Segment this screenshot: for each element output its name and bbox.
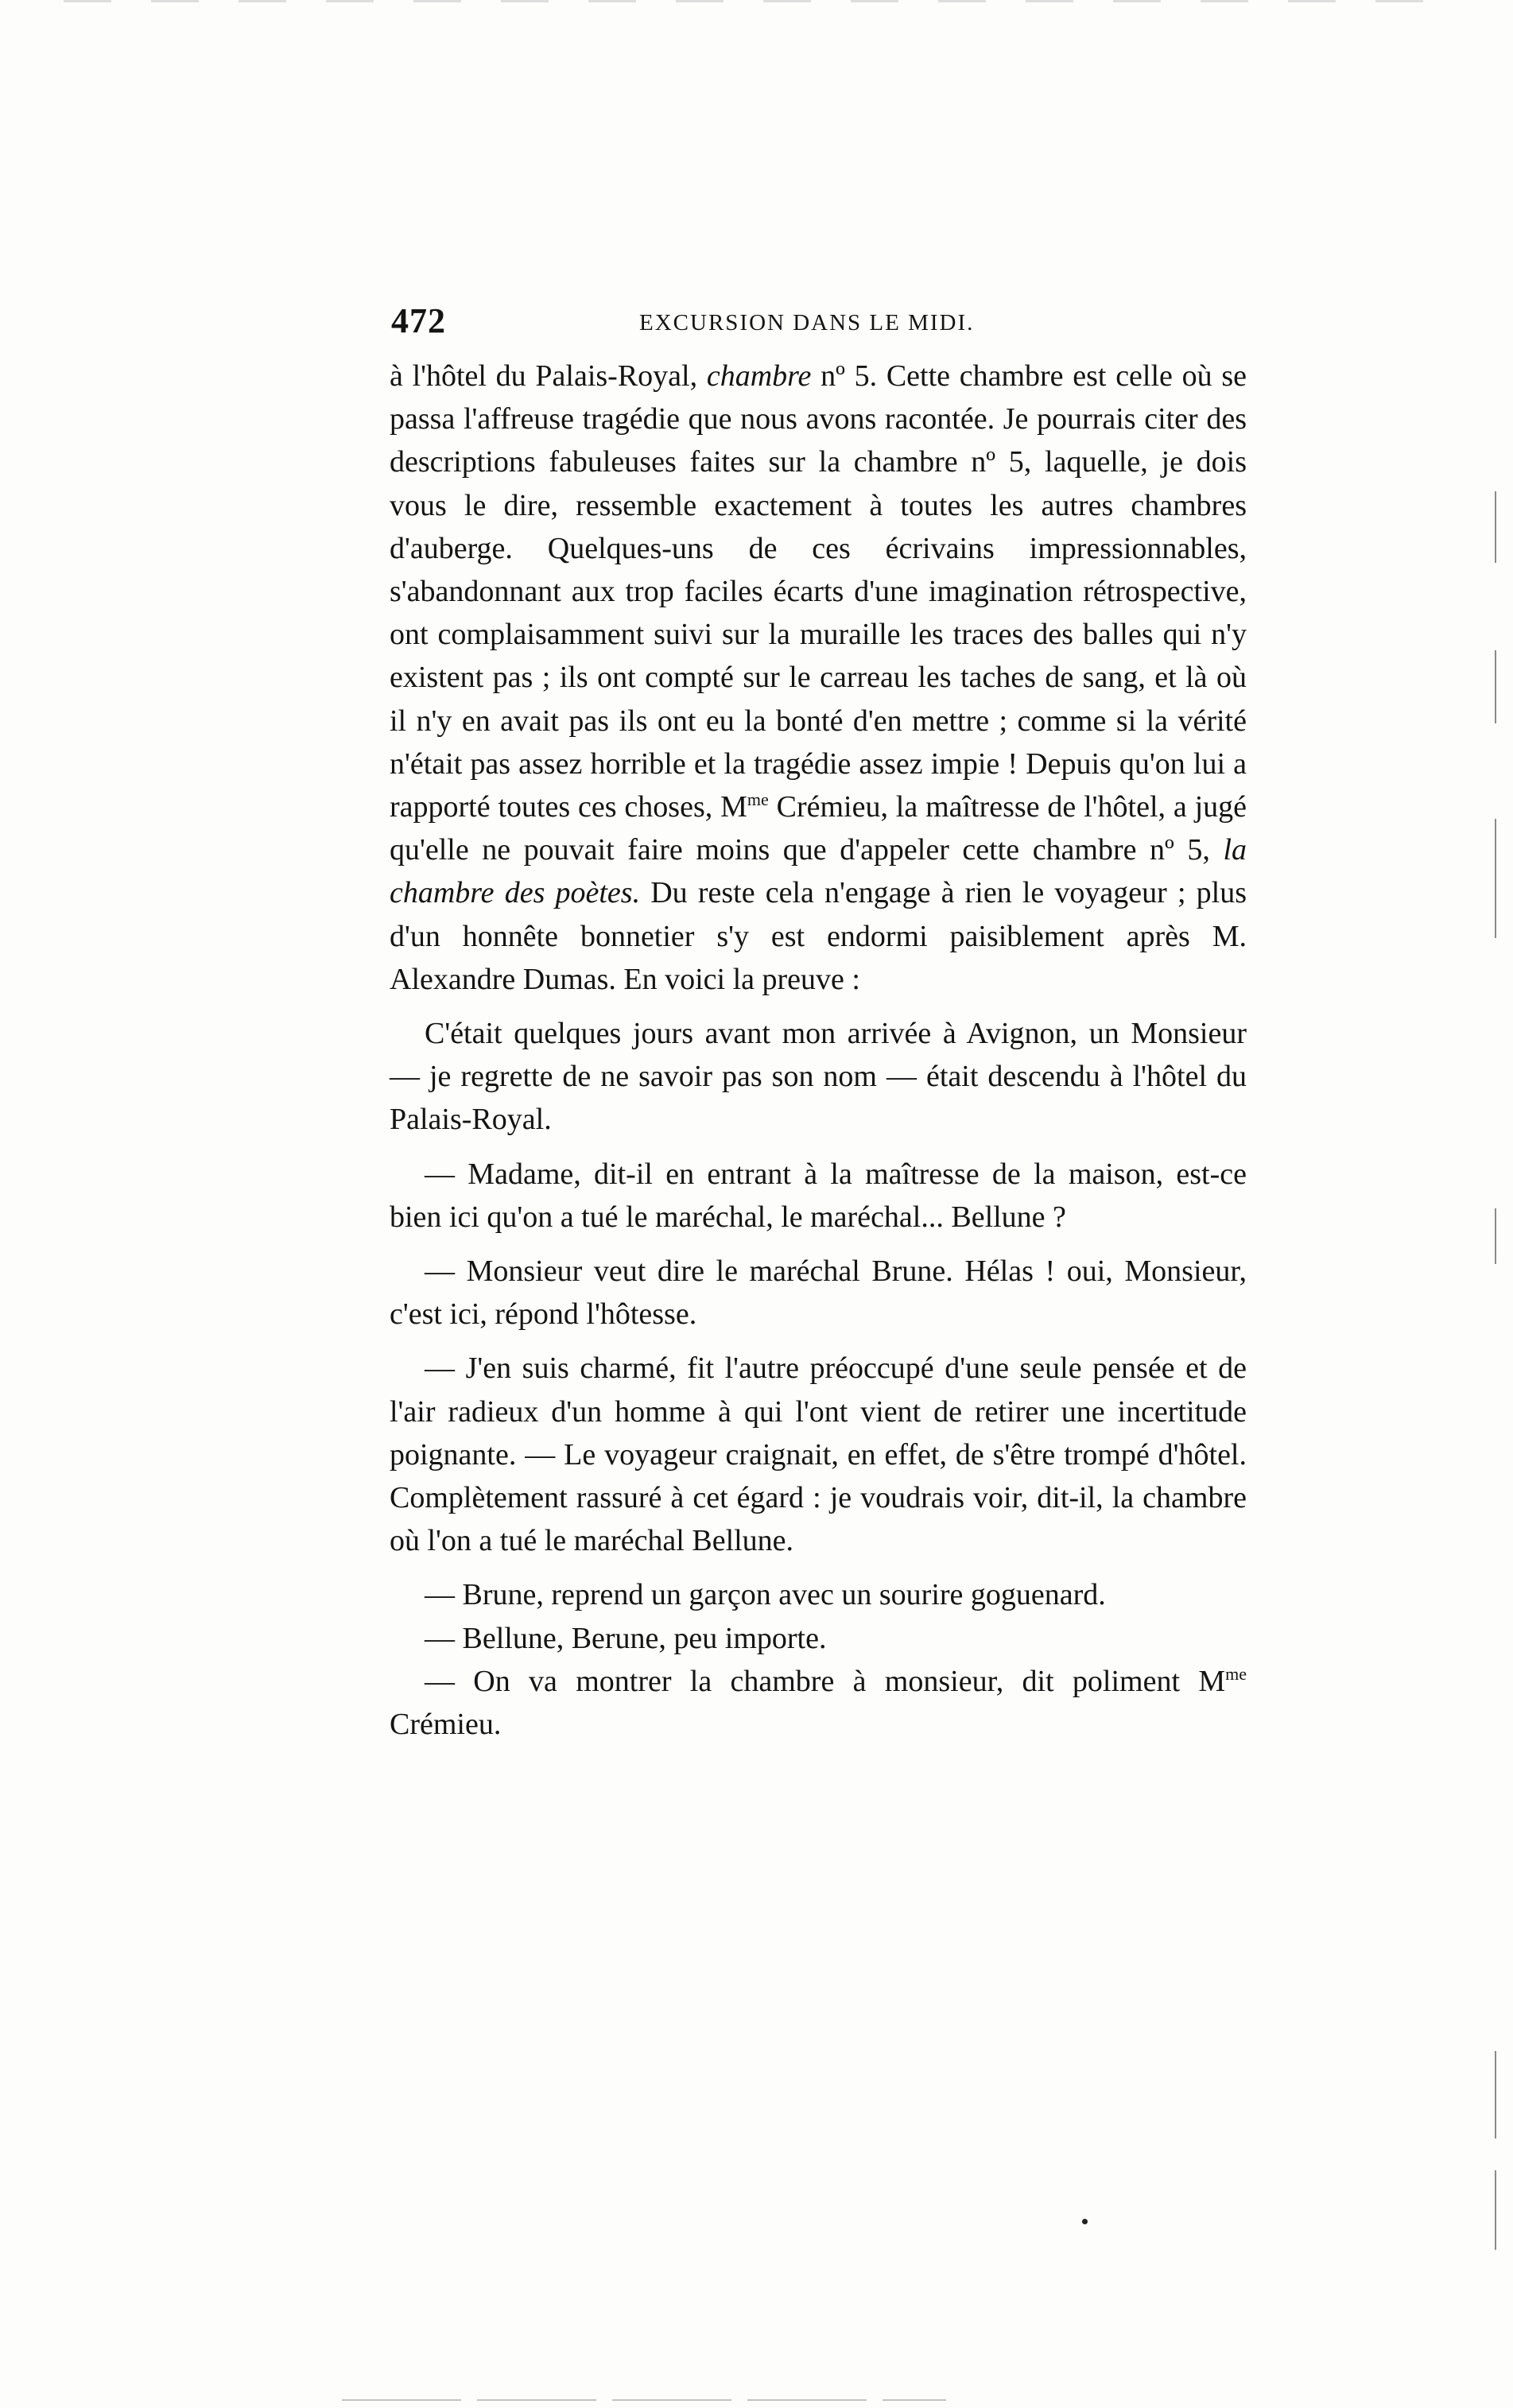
page-number: 472 bbox=[391, 301, 446, 340]
text-run: — J'en suis charmé, fit l'autre préoccupé d'une seule pensée et de l'air radieux d'un homme à qui l'ont vient de retirer une incertitude poignante. — Le voyageur craignait, en effet, de s'être trompé d'hôtel. Complètement rassuré à cet égard : je voudrais voir, dit-il, la chambre où l'on a tué le maréchal Bellune. bbox=[390, 1351, 1247, 1558]
text-run: C'était quelques jours avant mon arrivée à Avignon, un Monsieur — je regrette de ne savoir pas son nom — était descendu à l'hôtel du Palais-Royal. bbox=[390, 1017, 1247, 1137]
scan-edge-mark bbox=[1495, 1208, 1496, 1264]
paragraph bbox=[390, 1617, 1247, 1660]
text-run: nº 5. Cette chambre est celle où se passa l'affreuse tragédie que nous avons racontée. Je pourrais citer des descriptions fabuleuses faites sur la chambre nº 5, laquelle, je dois vous le dire, ressemble exactement à toutes les autres chambres d'auberge. Quelques-uns de ces écrivains impressionnables, s'abandonnant aux trop faciles écarts d'une imagination rétrospective, ont complaisamment suivi sur la muraille les traces des balles qui n'y existent pas ; ils ont compté sur le carreau les taches de sang, et là où il n'y en avait pas ils ont eu la bonté d'en mettre ; comme si la vérité n'était pas assez horrible et la tragédie assez impie ! Depuis qu'on lui a rapporté toutes ces choses, M bbox=[390, 359, 1247, 824]
paragraph bbox=[390, 1153, 1247, 1239]
text-run: — On va montrer la chambre à monsieur, dit poliment M bbox=[425, 1664, 1226, 1698]
text-run: Du reste cela n'engage à rien le voyageur ; plus d'un honnête bonnetier s'y est endormi paisiblement après M. Alexandre Dumas. En voici la preuve : bbox=[390, 876, 1247, 996]
scan-edge-mark bbox=[1495, 650, 1496, 723]
superscript-run: me bbox=[747, 789, 769, 810]
running-title: EXCURSION DANS LE MIDI. bbox=[639, 310, 975, 335]
paragraph bbox=[390, 1660, 1247, 1746]
scan-edge-mark bbox=[1495, 819, 1496, 938]
italic-run: chambre bbox=[706, 359, 812, 393]
scan-edge-bottom bbox=[342, 2399, 946, 2401]
scan-edge-top bbox=[64, 0, 1447, 2]
text-run: — Bellune, Berune, peu importe. bbox=[425, 1621, 827, 1655]
italic-run: la chambre des poètes. bbox=[390, 833, 1247, 910]
scan-edge-mark bbox=[1495, 491, 1496, 563]
paragraph bbox=[390, 1250, 1247, 1336]
text-run: à l'hôtel du Palais-Royal, bbox=[390, 359, 707, 393]
paragraph bbox=[390, 1573, 1247, 1616]
paragraph bbox=[390, 1012, 1247, 1142]
superscript-run: me bbox=[1225, 1663, 1247, 1684]
text-run: — Brune, reprend un garçon avec un sourire goguenard. bbox=[425, 1578, 1106, 1612]
text-run: Crémieu, la maîtresse de l'hôtel, a jugé qu'elle ne pouvait faire moins que d'appeler cette chambre nº 5, bbox=[390, 790, 1247, 867]
ink-speck bbox=[1082, 2219, 1088, 2224]
scan-edge-mark bbox=[1495, 2170, 1496, 2250]
text-run: — Monsieur veut dire le maréchal Brune. Hélas ! oui, Monsieur, c'est ici, répond l'hôtesse. bbox=[390, 1254, 1247, 1332]
text-block bbox=[390, 355, 1247, 1746]
paragraph bbox=[390, 355, 1247, 1001]
text-run: — Madame, dit-il en entrant à la maîtresse de la maison, est-ce bien ici qu'on a tué le maréchal, le maréchal... Bellune ? bbox=[390, 1157, 1247, 1234]
paragraph bbox=[390, 1347, 1247, 1562]
scan-edge-mark bbox=[1495, 2051, 1496, 2139]
text-run: Crémieu. bbox=[390, 1708, 502, 1742]
running-head bbox=[391, 301, 1250, 345]
